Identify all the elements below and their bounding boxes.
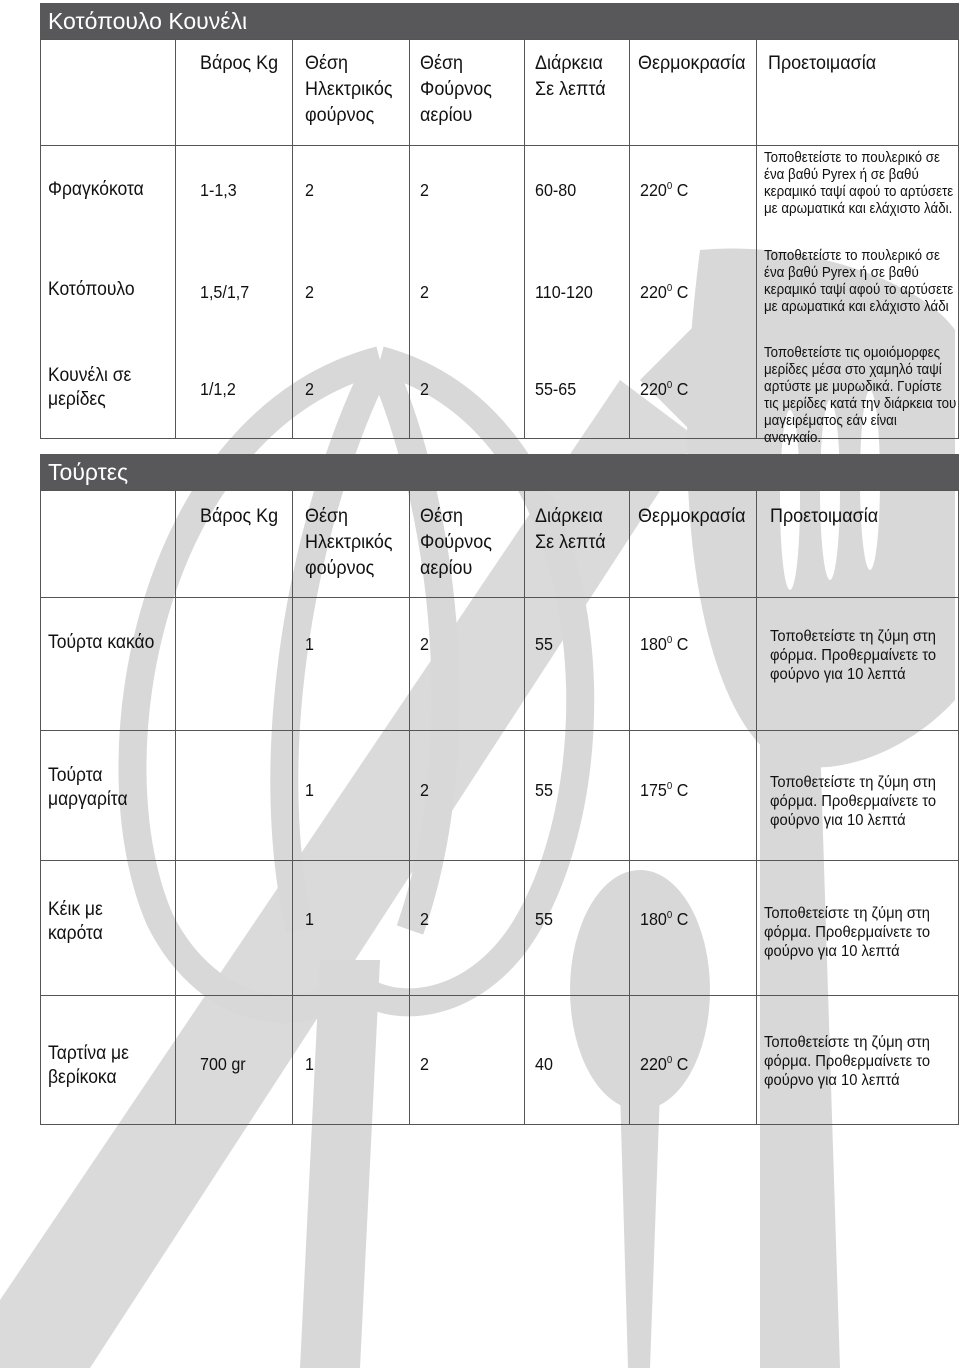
row-electric: 2 — [305, 180, 314, 200]
row-gas: 2 — [420, 180, 429, 200]
row-duration: 55 — [535, 780, 553, 800]
row-preparation: Τοποθετείστε τη ζύμη στη φόρμα. Προθερμαίνετε το φούρνο για 10 λεπτά — [770, 774, 937, 829]
row-duration: 60-80 — [535, 180, 577, 200]
row-duration: 110-120 — [535, 282, 593, 302]
row-electric: 2 — [305, 282, 314, 302]
header-weight: Βάρος Kg — [200, 505, 279, 527]
row-name: Φραγκόκοτα — [48, 179, 144, 200]
header-duration-1: Διάρκεια — [535, 52, 603, 74]
row-temperature: $220^0$ C — [640, 180, 689, 200]
row-gas: 2 — [420, 634, 429, 654]
row-name-line1: Τούρτα — [48, 765, 103, 786]
header-electric-2: Ηλεκτρικός — [305, 531, 393, 553]
header-preparation: Προετοιμασία — [770, 505, 879, 527]
header-duration-2: Σε λεπτά — [535, 78, 606, 100]
row-gas: 2 — [420, 780, 429, 800]
row-temperature: $220^0$ C — [640, 282, 689, 302]
section-title-cakes: Τούρτες — [40, 454, 959, 490]
header-duration-1: Διάρκεια — [535, 505, 603, 527]
row-temperature: $220^0$ C — [640, 379, 689, 399]
header-gas-1: Θέση — [420, 505, 464, 527]
row-name: Τούρτα κακάο — [48, 632, 155, 653]
header-gas-2: Φούρνος — [420, 78, 492, 100]
row-name-line2: μερίδες — [48, 389, 106, 410]
row-name-line2: βερίκοκα — [48, 1067, 117, 1088]
row-weight: 1-1,3 — [200, 180, 237, 200]
header-weight: Βάρος Kg — [200, 52, 279, 74]
header-duration-2: Σε λεπτά — [535, 531, 606, 553]
row-name: Κοτόπουλο — [48, 279, 135, 300]
row-gas: 2 — [420, 909, 429, 929]
header-gas-2: Φούρνος — [420, 531, 492, 553]
row-duration: 40 — [535, 1054, 553, 1074]
row-gas: 2 — [420, 379, 429, 399]
header-electric-1: Θέση — [305, 52, 349, 74]
row-name-line2: μαργαρίτα — [48, 789, 128, 810]
row-weight: 1,5/1,7 — [200, 282, 250, 302]
header-gas-3: αερίου — [420, 557, 473, 579]
row-temperature: $220^0$ C — [640, 1054, 689, 1074]
row-preparation: Τοποθετείστε τη ζύμη στη φόρμα. Προθερμαίνετε το φούρνο για 10 λεπτά — [770, 628, 937, 683]
row-preparation: Τοποθετείστε το πουλερικό σε ένα βαθύ Pyrex ή σε βαθύ κεραμικό ταψί αφού το αρτύσετε με αρωματικά και ελάχιστο λάδι. — [764, 150, 954, 217]
row-electric: 2 — [305, 379, 314, 399]
header-gas-1: Θέση — [420, 52, 464, 74]
row-temperature: $175^0$ C — [640, 780, 689, 800]
row-preparation: Τοποθετείστε τις ομοιόμορφες μερίδες μέσα στο χαμηλό ταψί αρτύστε με μυρωδικά. Γυρίστε τις μερίδες κατά την διάρκεια του μαγειρέματος εάν είναι αναγκαίο. — [764, 345, 957, 446]
row-name-line1: Κουνέλι σε — [48, 365, 132, 386]
row-electric: 1 — [305, 909, 314, 929]
row-temperature: $180^0$ C — [640, 634, 689, 654]
row-weight: 1/1,2 — [200, 379, 236, 399]
header-electric-3: φούρνος — [305, 557, 375, 579]
row-duration: 55 — [535, 634, 553, 654]
row-preparation: Τοποθετείστε τη ζύμη στη φόρμα. Προθερμαίνετε το φούρνο για 10 λεπτά — [764, 1034, 931, 1089]
header-electric-3: φούρνος — [305, 104, 375, 126]
header-gas-3: αερίου — [420, 104, 473, 126]
header-temperature: Θερμοκρασία — [638, 505, 746, 527]
row-gas: 2 — [420, 1054, 429, 1074]
row-gas: 2 — [420, 282, 429, 302]
row-electric: 1 — [305, 780, 314, 800]
row-electric: 1 — [305, 1054, 314, 1074]
row-temperature: $180^0$ C — [640, 909, 689, 929]
header-electric-2: Ηλεκτρικός — [305, 78, 393, 100]
row-name-line1: Κέικ με — [48, 899, 103, 920]
row-duration: 55-65 — [535, 379, 577, 399]
row-electric: 1 — [305, 634, 314, 654]
section-title-poultry: Κοτόπουλο Κουνέλι — [40, 3, 959, 39]
header-temperature: Θερμοκρασία — [638, 52, 746, 74]
row-duration: 55 — [535, 909, 553, 929]
header-electric-1: Θέση — [305, 505, 349, 527]
row-name-line2: καρότα — [48, 923, 103, 944]
row-name-line1: Ταρτίνα με — [48, 1043, 129, 1064]
header-preparation: Προετοιμασία — [768, 52, 877, 74]
row-weight: 700 gr — [200, 1054, 246, 1074]
row-preparation: Τοποθετείστε τη ζύμη στη φόρμα. Προθερμαίνετε το φούρνο για 10 λεπτά — [764, 905, 931, 960]
row-preparation: Τοποθετείστε το πουλερικό σε ένα βαθύ Pyrex ή σε βαθύ κεραμικό ταψί αφού το αρτύσετε με αρωματικά και ελάχιστο λάδι — [764, 248, 954, 315]
